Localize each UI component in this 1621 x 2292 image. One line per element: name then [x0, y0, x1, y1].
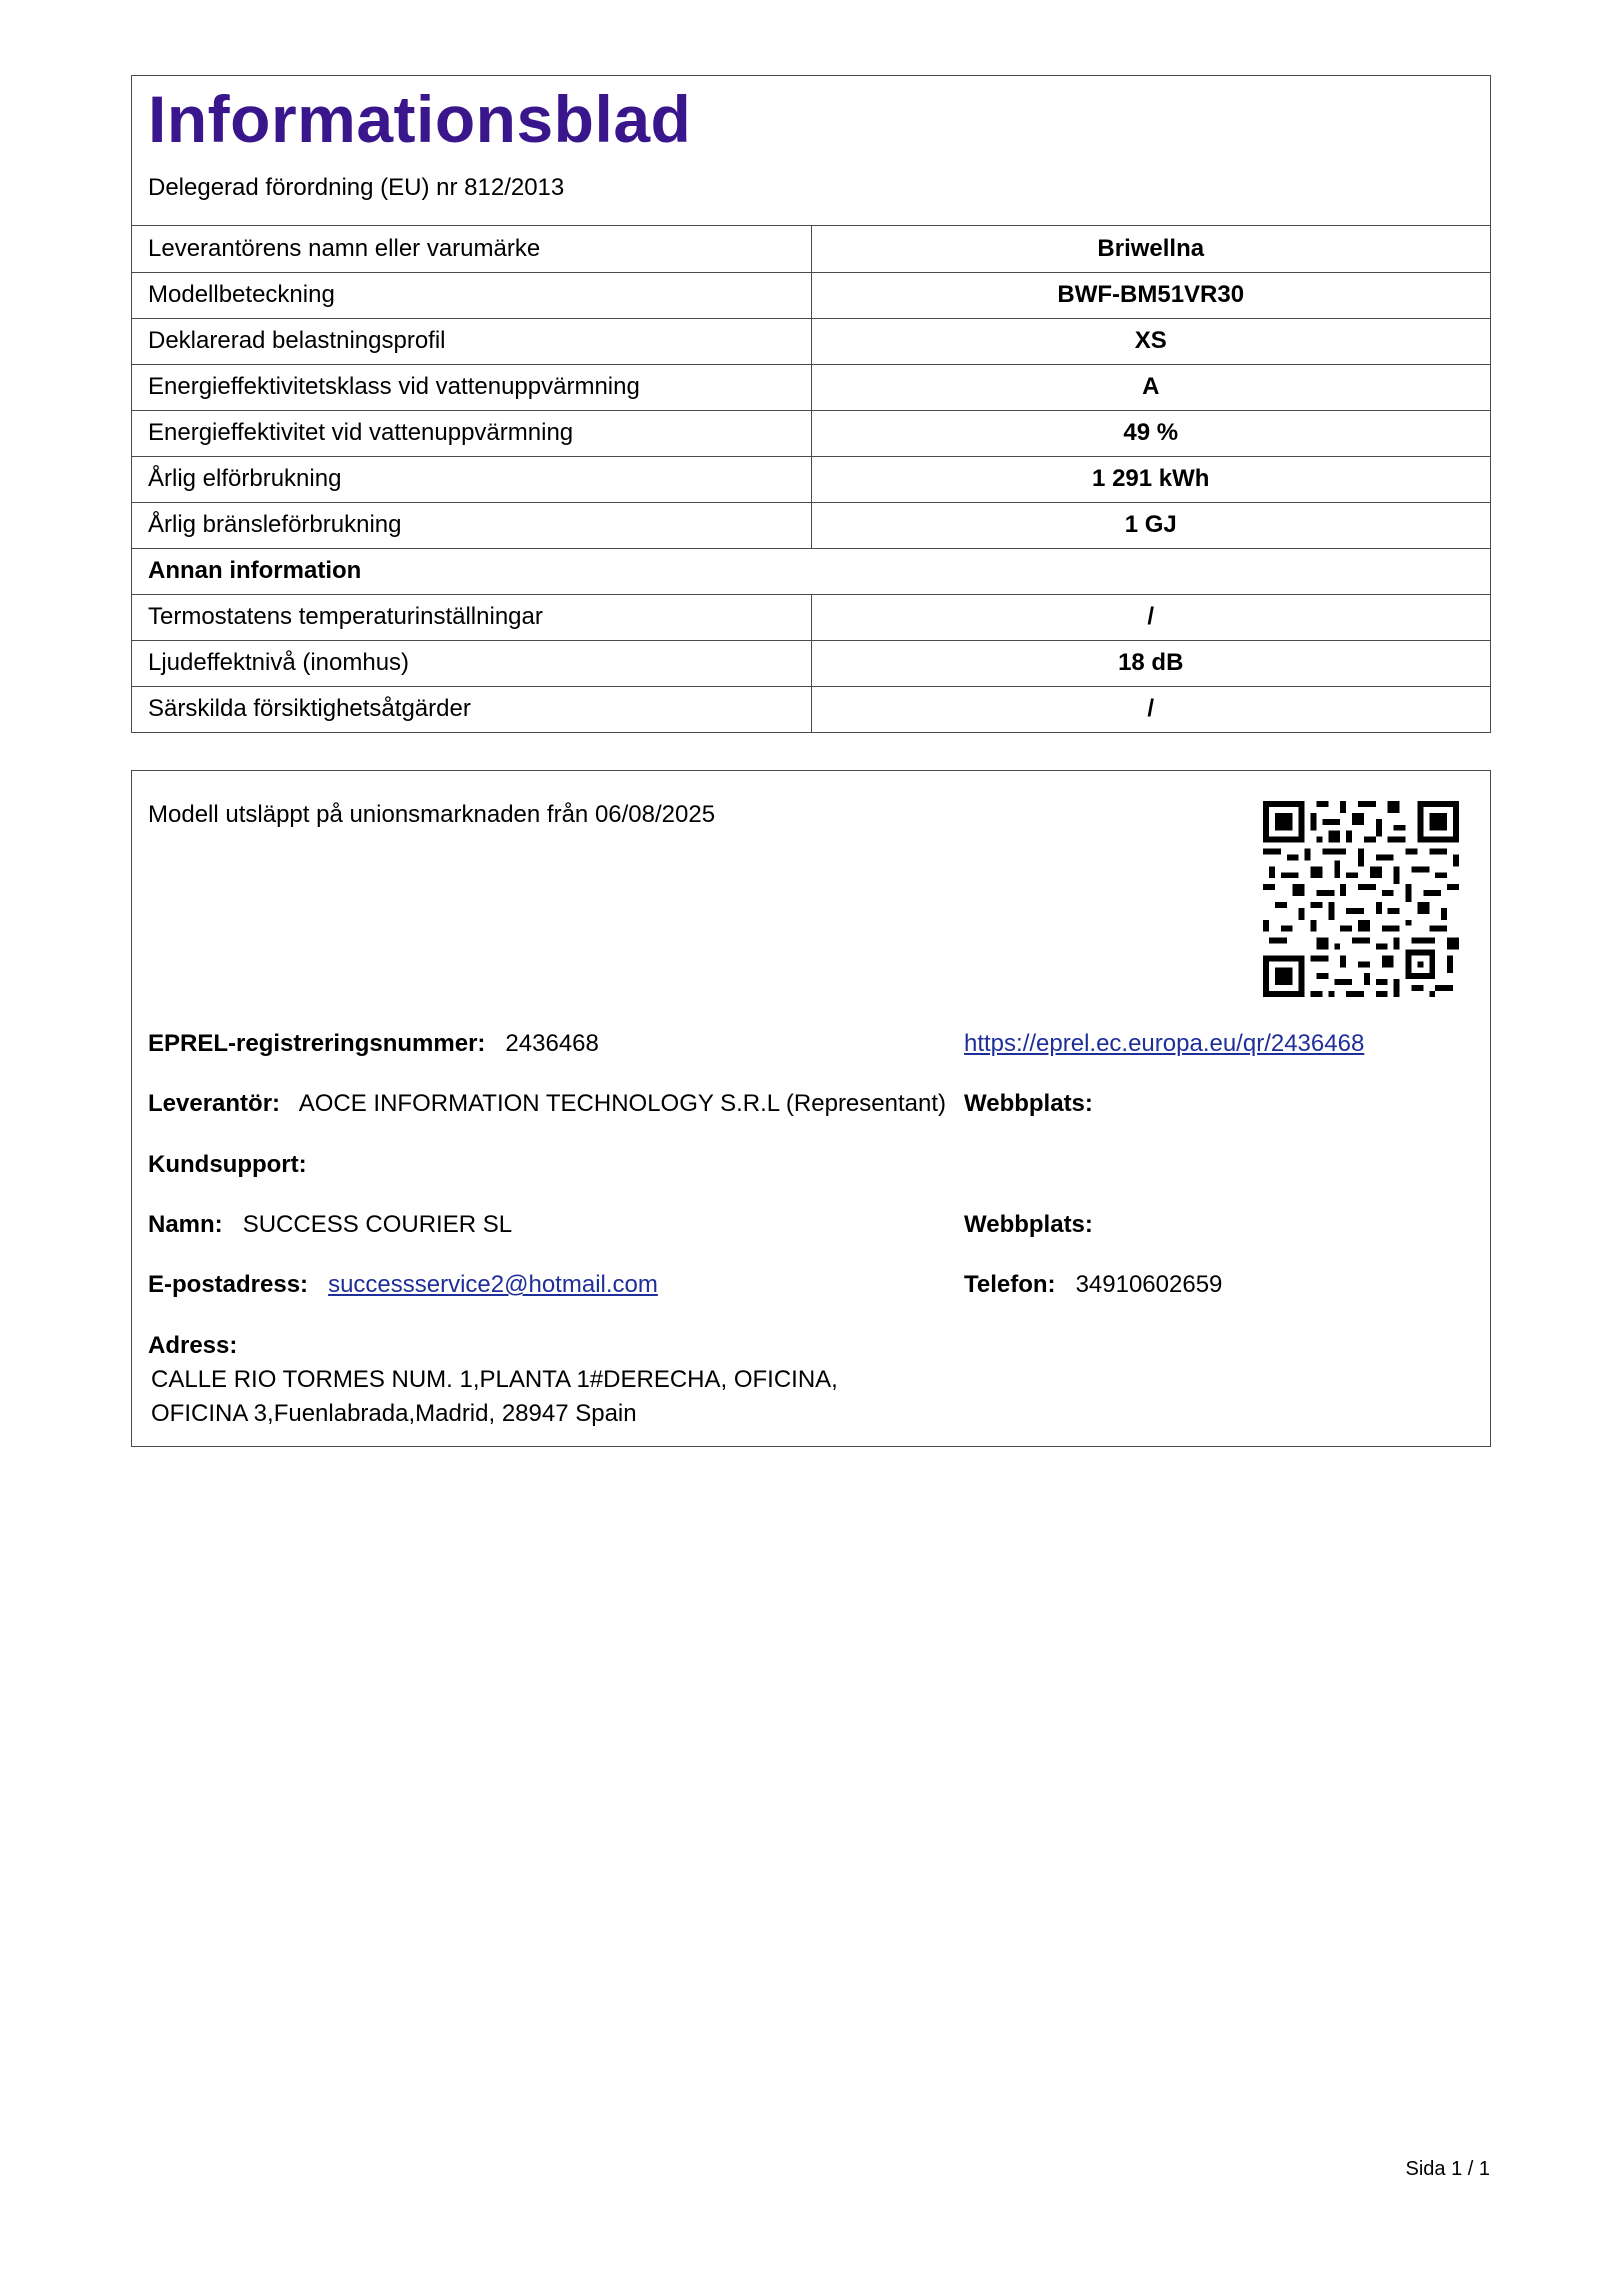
row-label: Ljudeffektnivå (inomhus): [132, 640, 811, 686]
row-value: A: [811, 364, 1490, 410]
phone-number: 34910602659: [1075, 1271, 1223, 1298]
row-label: Energieffektivitet vid vattenuppvärmning: [132, 410, 811, 456]
support-name: SUCCESS COURIER SL: [242, 1211, 513, 1238]
table-row: [132, 272, 1490, 318]
row-value: XS: [811, 318, 1490, 364]
qr-code-icon[interactable]: [1263, 801, 1459, 997]
specs-table: [132, 226, 1490, 732]
table-row: [132, 594, 1490, 640]
info-sheet: [131, 75, 1491, 733]
row-label: Leverantörens namn eller varumärke: [132, 226, 811, 272]
table-row: [132, 410, 1490, 456]
row-value: /: [811, 594, 1490, 640]
section-heading: Annan information: [132, 548, 1490, 594]
table-row: [132, 318, 1490, 364]
eprel-row: [148, 1030, 599, 1058]
page-title: Informationsblad: [148, 82, 692, 156]
table-row: [132, 686, 1490, 732]
row-value: BWF-BM51VR30: [811, 272, 1490, 318]
address-line-2: OFICINA 3,Fuenlabrada,Madrid, 28947 Spain: [151, 1400, 637, 1427]
table-row: [132, 456, 1490, 502]
supplier-name: AOCE INFORMATION TECHNOLOGY S.R.L (Representant): [298, 1090, 946, 1117]
row-label: Särskilda försiktighetsåtgärder: [132, 686, 811, 732]
table-row: [132, 640, 1490, 686]
row-label: Årlig elförbrukning: [132, 456, 811, 502]
supplier-row: [148, 1090, 946, 1118]
row-label: Termostatens temperaturinställningar: [132, 594, 811, 640]
eprel-number: 2436468: [505, 1030, 599, 1057]
supplier-info-box: [131, 770, 1491, 1447]
row-label: Energieffektivitetsklass vid vattenuppvärmning: [132, 364, 811, 410]
release-date-text: Modell utsläppt på unionsmarknaden från 06/08/2025: [148, 801, 716, 828]
table-row: [132, 226, 1490, 272]
support-heading: Kundsupport:: [148, 1151, 307, 1178]
row-value: /: [1147, 695, 1155, 723]
regulation-subtitle: Delegerad förordning (EU) nr 812/2013: [148, 174, 565, 201]
email-row: [148, 1271, 658, 1299]
row-label: Deklarerad belastningsprofil: [132, 318, 811, 364]
row-value: 49 %: [811, 410, 1490, 456]
supplier-label: Leverantör:: [148, 1090, 281, 1117]
row-value: 1 GJ: [811, 502, 1490, 548]
row-label: Årlig bränsleförbrukning: [132, 502, 811, 548]
phone-label: Telefon:: [964, 1271, 1056, 1298]
address-label: Adress:: [148, 1332, 238, 1359]
support-name-row: [148, 1211, 512, 1239]
eprel-link[interactable]: https://eprel.ec.europa.eu/qr/2436468: [964, 1030, 1365, 1057]
row-value: 1 291 kWh: [811, 456, 1490, 502]
eprel-label: EPREL-registreringsnummer:: [148, 1030, 486, 1057]
address-line-1: CALLE RIO TORMES NUM. 1,PLANTA 1#DERECHA, OFICINA,: [151, 1366, 838, 1393]
section-row: [132, 548, 1490, 594]
row-value: 18 dB: [811, 640, 1490, 686]
name-label: Namn:: [148, 1211, 223, 1238]
phone-row: [964, 1271, 1222, 1299]
supplier-website-label: Webbplats:: [964, 1090, 1093, 1117]
email-link[interactable]: successservice2@hotmail.com: [328, 1271, 658, 1298]
email-label: E-postadress:: [148, 1271, 309, 1298]
page-number: Sida 1 / 1: [1405, 2158, 1490, 2180]
table-row: [132, 502, 1490, 548]
row-value: Briwellna: [811, 226, 1490, 272]
support-website-label: Webbplats:: [964, 1211, 1093, 1238]
row-label: Modellbeteckning: [132, 272, 811, 318]
title-block: [132, 76, 1490, 226]
table-row: [132, 364, 1490, 410]
